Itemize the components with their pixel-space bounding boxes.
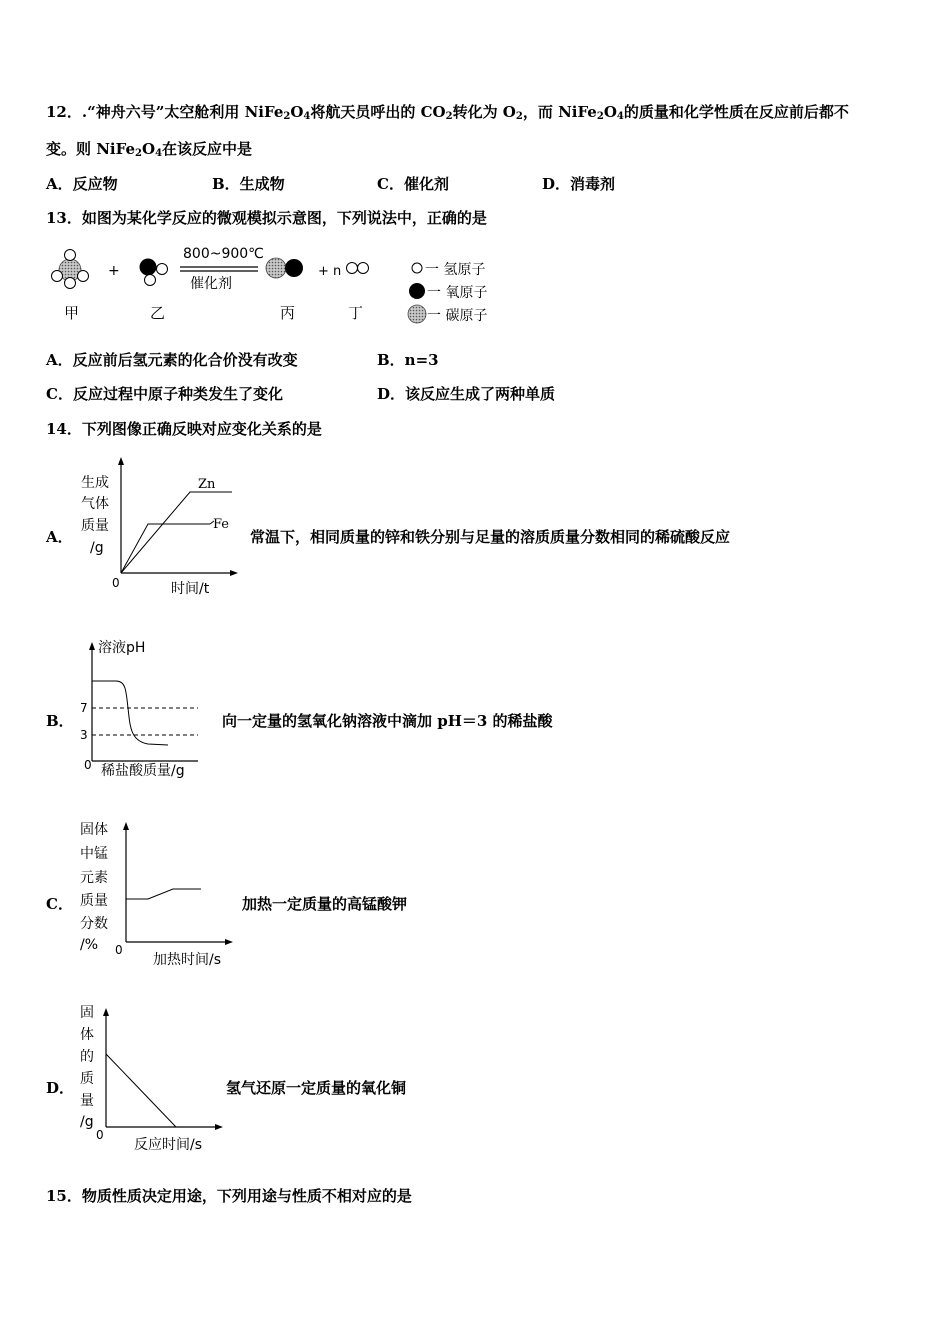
q13-stem: 13．如图为某化学反应的微观模拟示意图，下列说法中，正确的是 [46, 209, 487, 227]
molecule-h2 [347, 263, 369, 274]
graph-c-xlabel: 加热时间/s [153, 952, 222, 968]
q14-option-d-desc: 氢气还原一定质量的氧化铜 [226, 1079, 407, 1097]
label-jia: 甲 [64, 304, 80, 322]
condition-temperature: 800~900℃ [183, 246, 264, 262]
q12-option-d[interactable]: D．消毒剂 [542, 175, 616, 193]
graph-d [98, 1003, 228, 1133]
label-yi: 乙 [150, 304, 166, 322]
line-fe [121, 524, 210, 573]
graph-a-origin: 0 [112, 576, 120, 590]
graph-d-ylabel-2: 体 [80, 1027, 94, 1043]
graph-c-ylabel-4: 质量 [80, 893, 108, 909]
graph-c-ylabel-2: 中锰 [80, 846, 108, 862]
graph-b-tick-7: 7 [80, 701, 88, 715]
graph-a-ylabel-3: 质量 [81, 518, 109, 534]
graph-c-ylabel-1: 固体 [80, 822, 108, 838]
graph-b-origin: 0 [84, 758, 92, 772]
graph-d-ylabel-4: 质 [80, 1071, 94, 1087]
q13-option-d[interactable]: D．该反应生成了两种单质 [377, 385, 556, 403]
q12-option-b[interactable]: B．生成物 [212, 175, 285, 193]
graph-b-ylabel: 溶液pH [98, 640, 146, 656]
graph-a-xlabel: 时间/t [171, 581, 210, 597]
q12-option-c[interactable]: C．催化剂 [377, 175, 449, 193]
graph-d-ylabel-1: 固 [80, 1005, 94, 1021]
q12-line2: 变。则 NiFe2O4在该反应中是 [46, 140, 253, 159]
graph-d-ylabel-6: /g [80, 1114, 94, 1130]
plus-1: + [108, 263, 120, 279]
molecule-water [140, 259, 168, 286]
label-ding: 丁 [348, 304, 364, 322]
graph-a-ylabel-2: 气体 [81, 496, 109, 512]
q14-option-c-desc: 加热一定质量的高锰酸钾 [242, 895, 408, 913]
legend-hydrogen: 一 氢原子 [425, 262, 486, 278]
q13-option-c[interactable]: C．反应过程中原子种类发生了变化 [46, 385, 283, 403]
q14-option-b-desc: 向一定量的氢氧化钠溶液中滴加 pH＝3 的稀盐酸 [222, 712, 553, 730]
plus-n: + n [318, 264, 342, 279]
graph-d-xlabel: 反应时间/s [134, 1137, 203, 1153]
graph-a-ylabel-4: /g [90, 540, 104, 556]
graph-c-ylabel-5: 分数 [80, 916, 108, 932]
graph-d-ylabel-3: 的 [80, 1049, 94, 1065]
q13-option-b[interactable]: B．n=3 [377, 351, 439, 369]
legend-oxygen: 一 氧原子 [427, 285, 488, 301]
label-fe: Fe [213, 517, 230, 532]
mn-fraction-line [126, 889, 201, 899]
q14-option-c-letter[interactable]: C． [46, 895, 73, 913]
solid-mass-line [106, 1054, 176, 1127]
graph-d-ylabel-5: 量 [80, 1093, 94, 1109]
graph-d-origin: 0 [96, 1128, 104, 1142]
q14-option-b-letter[interactable]: B． [46, 712, 74, 730]
q13-option-a[interactable]: A．反应前后氢元素的化合价没有改变 [46, 351, 298, 369]
graph-c-origin: 0 [115, 943, 123, 957]
graph-b [78, 637, 218, 777]
graph-c-ylabel-6: /% [80, 937, 99, 953]
line-zn [121, 492, 232, 573]
graph-a-ylabel-1: 生成 [81, 475, 109, 491]
label-bing: 丙 [280, 304, 296, 322]
molecule-co [266, 258, 303, 278]
label-zn: Zn [198, 477, 216, 492]
q14-option-a-letter[interactable]: A． [46, 528, 73, 546]
reaction-diagram [40, 240, 560, 330]
graph-a [110, 455, 240, 585]
q14-option-d-letter[interactable]: D． [46, 1079, 75, 1097]
q14-stem: 14．下列图像正确反映对应变化关系的是 [46, 420, 322, 438]
q14-option-a-desc: 常温下，相同质量的锌和铁分别与足量的溶质质量分数相同的稀硫酸反应 [250, 528, 731, 546]
legend-carbon: 一 碳原子 [427, 308, 488, 324]
q15-stem: 15．物质性质决定用途，下列用途与性质不相对应的是 [46, 1187, 412, 1205]
molecule-methane [52, 250, 89, 289]
condition-catalyst: 催化剂 [190, 276, 232, 292]
graph-b-xlabel: 稀盐酸质量/g [101, 763, 185, 779]
graph-c [118, 817, 238, 947]
graph-c-ylabel-3: 元素 [80, 870, 108, 886]
legend [408, 262, 487, 324]
q12-line1: 12．.“神舟六号”太空舱利用 NiFe2O4将航天员呼出的 CO2转化为 O2，而 NiFe2O4的质量和化学性质在反应前后都不 [46, 103, 849, 122]
q12-option-a[interactable]: A．反应物 [46, 175, 118, 193]
graph-b-tick-3: 3 [80, 728, 88, 742]
